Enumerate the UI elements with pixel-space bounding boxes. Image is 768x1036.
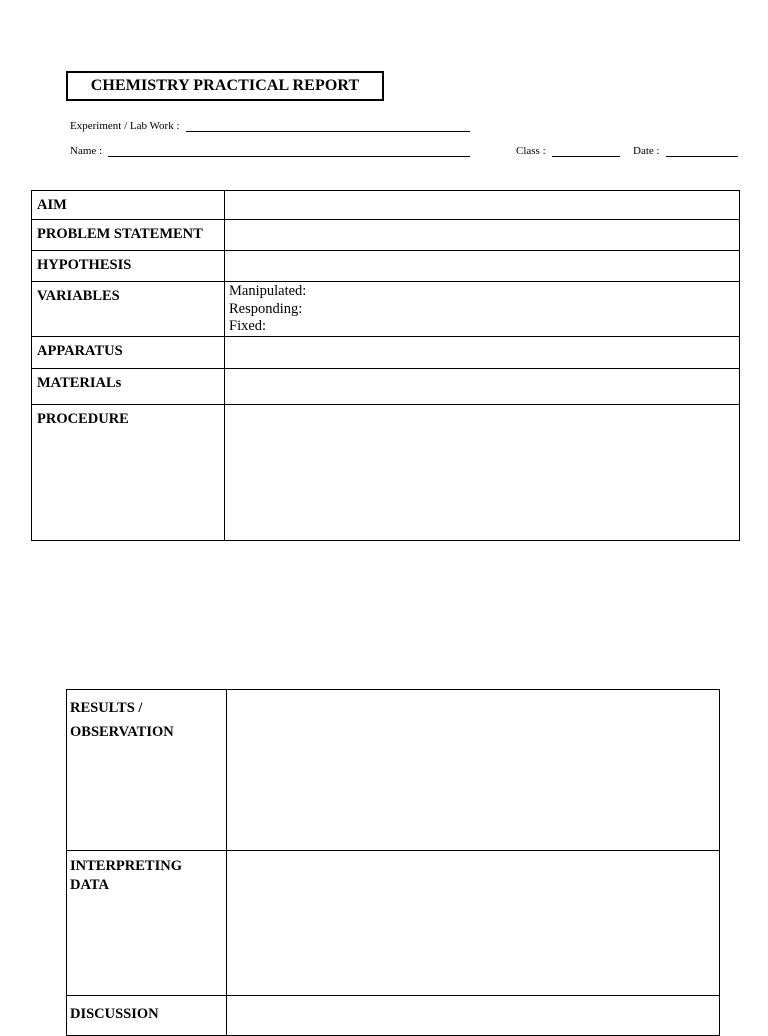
report-table-1 bbox=[31, 190, 740, 541]
manipulated-variable: Manipulated: bbox=[229, 283, 307, 299]
materials-label: MATERIALs bbox=[32, 369, 225, 405]
name-field[interactable] bbox=[70, 144, 470, 157]
problem-statement-cell[interactable] bbox=[225, 220, 740, 251]
problem-statement-label: PROBLEM STATEMENT bbox=[32, 220, 225, 251]
experiment-label: Experiment / Lab Work : bbox=[70, 120, 180, 132]
discussion-label bbox=[67, 996, 227, 1036]
class-field[interactable] bbox=[516, 144, 620, 157]
procedure-label: PROCEDURE bbox=[32, 405, 225, 541]
fixed-variable: Fixed: bbox=[229, 318, 267, 334]
report-title: CHEMISTRY PRACTICAL REPORT bbox=[66, 71, 384, 101]
variables-cell[interactable] bbox=[225, 282, 740, 337]
interpreting-data-cell[interactable] bbox=[227, 851, 720, 996]
row-problem-statement bbox=[32, 220, 740, 251]
procedure-cell[interactable] bbox=[225, 405, 740, 541]
results-label bbox=[67, 690, 227, 851]
interpreting-data-label bbox=[67, 851, 227, 996]
apparatus-cell[interactable] bbox=[225, 337, 740, 369]
class-line[interactable] bbox=[552, 144, 620, 157]
row-interpreting-data bbox=[67, 851, 720, 996]
experiment-field[interactable] bbox=[70, 119, 470, 132]
results-label-line1: RESULTS / bbox=[70, 700, 143, 716]
hypothesis-label: HYPOTHESIS bbox=[32, 251, 225, 282]
row-hypothesis bbox=[32, 251, 740, 282]
discussion-cell[interactable] bbox=[227, 996, 720, 1036]
apparatus-label: APPARATUS bbox=[32, 337, 225, 369]
row-apparatus bbox=[32, 337, 740, 369]
discussion-label-line1: DISCUSSION bbox=[70, 1006, 159, 1022]
row-variables bbox=[32, 282, 740, 337]
row-materials bbox=[32, 369, 740, 405]
name-line[interactable] bbox=[108, 144, 470, 157]
row-aim bbox=[32, 191, 740, 220]
interpreting-label-line2: DATA bbox=[70, 877, 109, 893]
responding-variable: Responding: bbox=[229, 300, 303, 317]
row-procedure bbox=[32, 405, 740, 541]
report-table-2 bbox=[66, 689, 720, 1036]
row-discussion bbox=[67, 996, 720, 1036]
name-label: Name : bbox=[70, 145, 103, 157]
row-results bbox=[67, 690, 720, 851]
date-line[interactable] bbox=[666, 144, 738, 157]
aim-label: AIM bbox=[32, 191, 225, 220]
results-label-line2: OBSERVATION bbox=[70, 724, 174, 740]
materials-cell[interactable] bbox=[225, 369, 740, 405]
results-cell[interactable] bbox=[227, 690, 720, 851]
date-label: Date : bbox=[633, 145, 660, 157]
aim-cell[interactable] bbox=[225, 191, 740, 220]
class-label: Class : bbox=[516, 145, 546, 157]
experiment-line[interactable] bbox=[186, 119, 470, 132]
date-field[interactable] bbox=[633, 144, 738, 157]
variables-label: VARIABLES bbox=[32, 282, 225, 337]
hypothesis-cell[interactable] bbox=[225, 251, 740, 282]
interpreting-label-line1: INTERPRETING bbox=[70, 858, 182, 874]
